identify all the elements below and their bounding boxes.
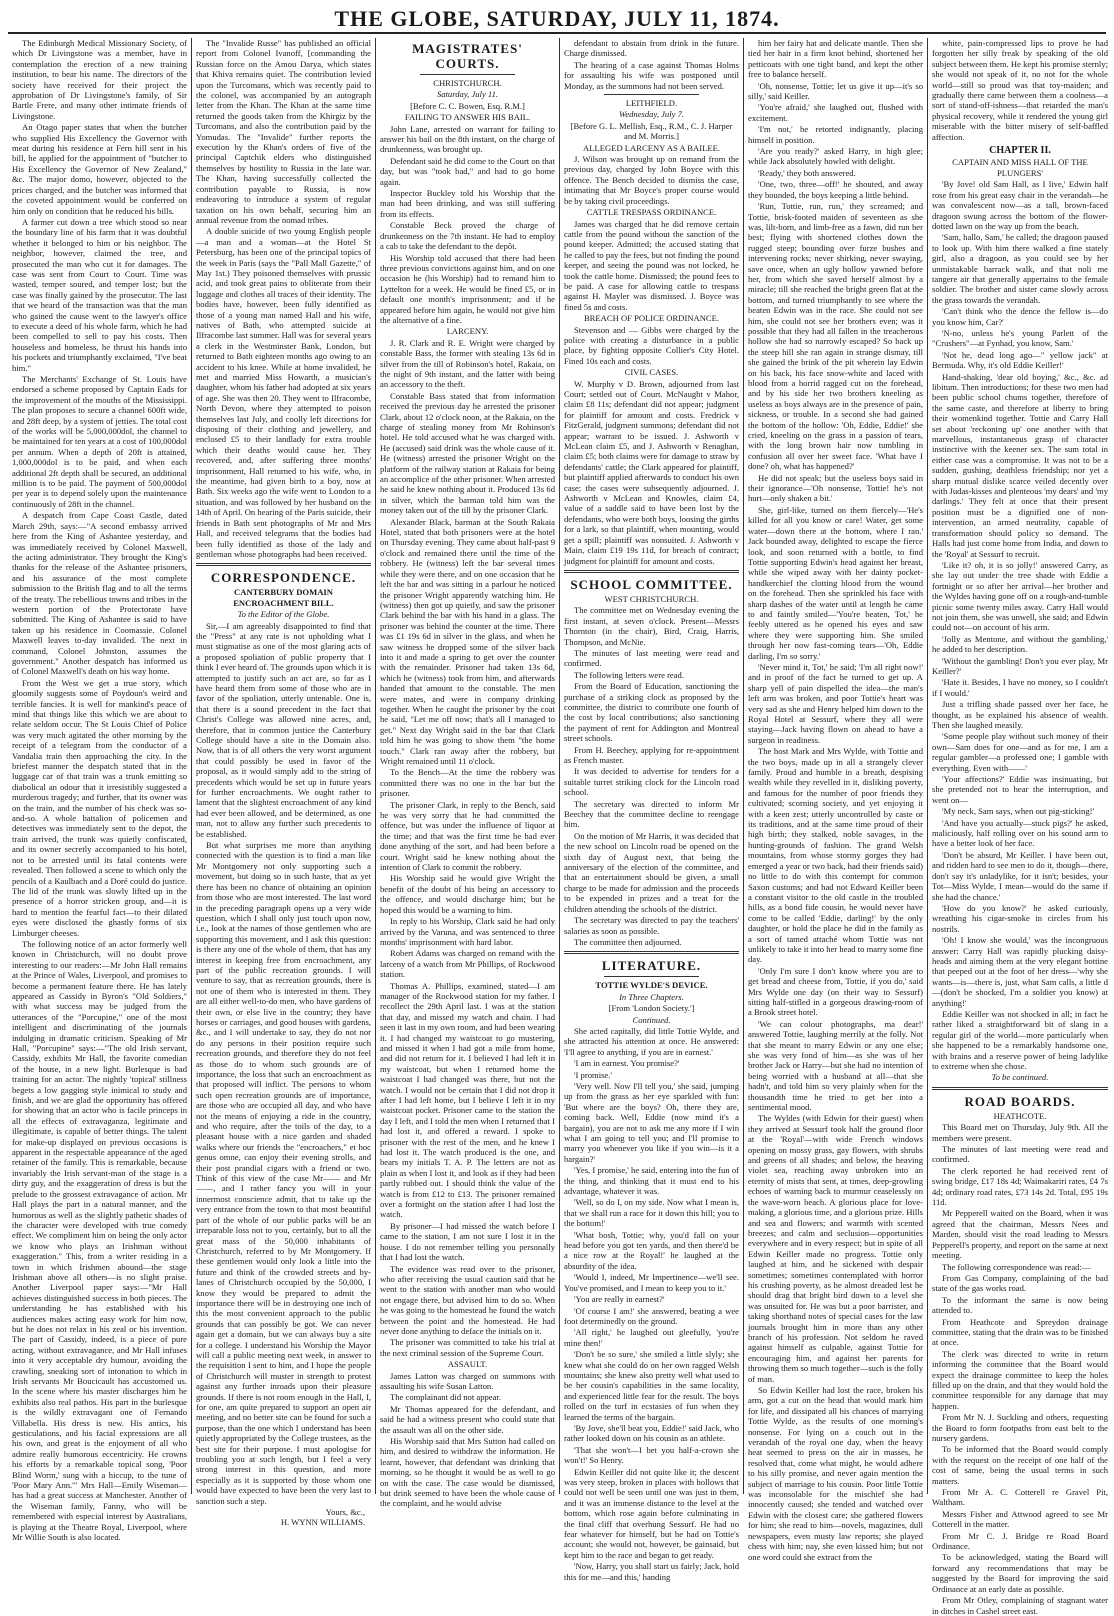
- paragraph: From the Board of Education, sanctioning the purchase of a striking clock as proposed by the committee, the district to contribute one fourth of the cost by local contributions; also sanctioning the payment of rent for Addington and Montreal street schools.: [564, 681, 739, 744]
- chapter-subtitle: CAPTAIN AND MISS HALL OF THE PLUNGERS': [952, 157, 1088, 178]
- paragraph: 'How do you know?' he asked curiously, wreathing his cigar-smoke in circles from his nostrils.: [932, 902, 1108, 934]
- paragraph: 'Don't be absurd, Mr Keiller. I have been out, and ridden hard to see men to do it, though—there, don't say it's unladylike, for it isn't; besides, your Tot—Miss Wylde, I mean—would do the same if she had the chance.': [932, 849, 1108, 902]
- paragraph: 'Your affections?' Eddie was insinuating, but she pretended not to hear the interruption, and went on—: [932, 774, 1108, 805]
- paragraph: On the motion of Mr Harris, it was decided that the new school on Lincoln road be opened on the sixth day of August next, that being the anniversary of the election of the committee, and that an entertainment should be given, a small charge to be made for admission and the proceeds to be expended in prizes and a treat for the children attending the schools of the district.: [564, 830, 739, 914]
- paragraph: The secretary was directed to inform Mr Beechey that the committee decline to reengage him.: [564, 798, 739, 830]
- paragraph: 'We can colour photographs, ma dear!' answered Tottie, laughing merrily at the folly. Not that she meant to marry Edwin or any one else; she was very fond of him—as she was of her brother Jack or Harry—but she had no intention of being worried with a husband at all—that she hadn't, and told him so very plainly when for the thousandth time he tried to get her into a sentimental mood.: [748, 1018, 923, 1113]
- school-place: WEST CHRISTCHURCH.: [604, 593, 699, 604]
- paragraph: The hearing of a case against Thomas Holms for assaulting his wife was postponed until Monday, as the summons had not been served.: [564, 59, 739, 91]
- paragraph: From Mr A. C. Cotterell re Gravel Pit, Waltham.: [932, 1487, 1108, 1508]
- paragraph: His Worship said that Mrs Sutton had called on him, and desired to withdraw the information. He learnt, however, that defendant was drinking that morning, so he thought it would be as well to go on with the case. The case would be dismissed, but drink seemed to have been the whole cause of the complaint, and he would advise: [380, 1436, 555, 1509]
- paragraph: 'My neck, Sam says, when out pig-sticking!': [942, 806, 1095, 817]
- court-date: Saturday, July 11.: [436, 89, 499, 100]
- case-title: FAILING TO ANSWER HIS BAIL.: [404, 112, 531, 123]
- paragraph: 'Don't be so sure,' she smiled a little slyly; she knew what she could do on her own ragged Welsh mountains; she knew also pretty well what used to be her cousin's capabilities in the same locality, and experienced little fear for the result. The boys rolled on the turf in ecstasies of fun when they learned the terms of the bargain.: [564, 1349, 739, 1422]
- paragraph: Eddie Keiller was not shocked in all; in fact he rather liked a straightforward bit of slang in a regular girl of the world—more particularly when she happened to be a remarkably handsome one, with brains and a reserve power of being ladylike to extreme when she chose.: [932, 1008, 1108, 1071]
- column-2: [192, 38, 376, 1528]
- paragraph: Thomas A. Phillips, examined, stated—I am manager of the Rockwood station for my father. I recollect the 29th April last. I was at the station that day, and missed my watch and chain. I had seen it last in my own room, and had been wearing it. I had changed my waistcoat to go mustering, and missed it when I had got a mile from home, and did not return for it. I believed I had left it in my waistcoat, but when I returned home the waistcoat I had changed was there, but not the watch. I would not be certain that I did not drop it after I had left home, but I believe I left it in my waistcoat pocket. Prisoner came to the station the day I left, and I told the men when I returned that I had lost it, and offered a reward. I spoke to prisoner with the rest of the men, and he knew I had lost it. The watch produced is the one, and bears my initials T. A. P. The letters are not as plain as when I lost it, and look as if they had been partly rubbed out. I should think the value of the watch is from £12 to £13. The prisoner remained over a fortnight on the station after I had lost the watch.: [380, 980, 555, 1220]
- paragraph: The secretary was directed to pay the teachers' salaries as soon as possible.: [564, 915, 739, 936]
- paragraph: The prisoner was committed to take his trial at the next criminal session of the Supreme Court.: [380, 1337, 555, 1358]
- court-date: Wednesday, July 7.: [618, 109, 685, 120]
- column-5-paragraphs: [748, 38, 923, 1562]
- paragraph: The clerk reported he had received rent of swing bridge, £17 18s 4d; Waimakariri rates, £4 7s 4d; ordinary road rates, £73 14s 2d. Total, £95 19s 11d.: [932, 1165, 1108, 1208]
- paragraph: 'That she won't—I bet you half-a-crown she won't!' So Henry.: [564, 1444, 739, 1466]
- paragraph: 'Would I, indeed, Mr Impertinence—we'll see. You've promised, and I mean to keep you to it.': [564, 1272, 739, 1293]
- paragraph: In reply to his Worship, Clark said he had only arrived by the Varuna, and was sentenced to three months' imprisonment with hard labor.: [380, 916, 555, 947]
- divider: [196, 563, 371, 566]
- paragraph: Constable Beck proved the charge of drunkenness on the 7th instant. He had to employ a cab to take the defendant to the depôt.: [380, 220, 555, 252]
- paragraph: 'Yes, I promise,' he said, entering into the fun of the thing, and thinking that it must end to his advantage, whatever it was.: [564, 1165, 739, 1197]
- paragraph: A despatch from Cape Coast Castle, dated March 29th, says:—"A second embassy arrived here from the King of Ashantee yesterday, and was immediately received by Colonel Maxwell, the acting administrator. They brought the King's thanks for the release of the Ashantee prisoners, and his assurance of the most complete submission to the British flag and to all the terms of the treaty. The rebellious towns and tribes in the western portion of the Protectorate have submitted. The King of Ashantee is said to have taken up his residence in Coomassie. Colonel Maxwell leaves to-day invalided. The next in command, Colonel Johnston, assumes the government." Another despatch has informed us of Colonel Maxwell's death on his way home.: [12, 510, 187, 677]
- story-paragraphs: [564, 1026, 739, 1582]
- paragraph: Sir,—I am agreeably disappointed to find that the "Press" at any rate is not upholding what I must stigmatise as one of the most glaring acts of a proposed spoliation of public property that I think I ever heard of. The grounds upon which it is attempted to justify such an act are, so far as I have heard them from some of those who are in favor of the spoliation, utterly untenable. One is, that there is a sound precedent in the fact that Christ's College was allowed nine acres, and, therefore, that in common justice the Canterbury College should have a site in the Domain also. Now, that is of all others the very worst argument that could possibly be used in favor of the proposal, as it would simply add to the string of precedents which would be set up in future years for further encroachments. We ought rather to lament that the slightest encroachment of any kind had ever been allowed, and be determined, as one man, not to allow any further such precedents to be established.: [196, 620, 371, 839]
- paragraph: The complainant did not appear.: [390, 1392, 501, 1403]
- paragraph: 'Can't think who the dence the fellow is—do you know him, Car?': [932, 306, 1108, 327]
- paragraph: Inspector Buckley told his Worship that the man had been drinking, and was still suffering from its effects.: [380, 188, 555, 219]
- paragraph: To be acknowledged, stating the Board will forward any recommendations that may be suggested by the Board for improving the said Ordinance at an early date as possible.: [932, 1552, 1108, 1594]
- paragraph: 'You're afraid,' she laughed out, flushed with excitement.: [748, 102, 923, 123]
- paragraph: A farmer cut down a tree which stood so near the boundary line of his farm that it was doubtful whether it belonged to him or his neighbor. The neighbor, however, claimed the tree, and prosecuted the man who cut it for damages. The case was sent from Court to Court. Time was wasted, temper soured, and temper lost; but the case was finally gained by the prosecutor. The last that we heard of the transaction was that the man who gained the cause went to the lawyer's office to execute a deed of his whole farm, which he had been compelled to sell to pay his costs. Then houseless and homeless, he thrust his hands into his pockets and triumphantly exclaimed, "I've beat him.": [12, 216, 187, 373]
- paragraph: 'Without the gambling! Don't you ever play, Mr Keiller?': [932, 655, 1108, 676]
- column-5: [744, 38, 928, 1562]
- paragraph: 'Sam, hallo, Sam,' he called; the dragoon paused to look up. With him there walked a fine stately girl, also a dragoon, as you could see by her unmistakable barrack walk, and that noli me tangere air that generally appertains to the female soldier. The brother and sister came slowly across the grass towards the verandah.: [932, 232, 1108, 305]
- paragraph: From H. Beechey, applying for re-appointment as French master.: [564, 744, 739, 765]
- paragraph: 'You are really in earnest?': [574, 1294, 665, 1305]
- paragraph: An Otago paper states that when the butcher who supplied His Excellency the Governor with meat during his residence at Fern hill sent in his bill, he applied for the appointment of "butcher to His Excellency the Governor of New Zealand," &c. The major domo, however, objected to the prices charged, and the butcher was informed that the coveted appointment would be conferred on him only on condition that he reduced his bills.: [12, 122, 187, 216]
- story-continued: Continued.: [632, 1014, 671, 1025]
- column-6-paragraphs: [932, 38, 1108, 142]
- paragraph: She acted capitally, did little Tottie Wylde, and she attracted his attention at once. He answered: 'I'll agree to anything, if you are in earnest.': [564, 1025, 739, 1057]
- paragraph: The clerk was directed to write in return informing the committee that the Board would expect the drainage committee to keep the holes filled up on the drain, and that they would hold the committee responsible for any damage that may happen.: [932, 1348, 1108, 1411]
- larceny-title: LARCENY.: [446, 326, 489, 337]
- paragraph: The committee met on Wednesday evening the first instant, at seven o'clock. Present—Messrs Thornton (in the chair), Bird, Craig, Harris, Thompson, and McNie.: [564, 605, 739, 647]
- paragraph: The following notice of an actor formerly well known in Christchurch, will no doubt prove interesting to our readers:—Mr John Hall remains at the Prince of Wales, Liverpool, and promises to become a permanent feature there. He has lately appeared as Cassidy in Byron's "Old Soldiers," with what success may be judged from the utterances of the "Porcupine," one of the most intelligent and discriminating of the journals indulging in dramatic criticism. Speaking of Mr Hall, "Porcupine" says:—"The old Irish servant, Cassidy, exhibits Mr Hall, the favorite comedian of the house, in a new light. Burlesque is bad training for an actor. The nightly 'topical' stillness begets a low gagging style inimical to study and finish, and we are glad the opportunity has offered for showing that an actor who is facile princeps in all the effects of extravaganza, legitimate and illegitimate, is capable of better things. The talent for make-up displayed on previous occasions is apparent in the respectable appearance of the aged retainer of the family. This is remarkable, because invariably the Irish servant-man of the stage is a dirty guy, and the exaggeration of dress is but the prelude to the grossest extravagance of action. Mr Hall plays the part in a natural manner, and the humorous as well as the slightly pathetic shades of the character were developed with true comedy effect. We compliment him on being the only actor we know who plays an Irishman without exaggeration." This, from a writer residing in a town in which Irishmen abound—the stage Irishman above all others—is no slight praise. Another Liverpool paper says:—"Mr Hall achieves distinguished success in both pieces. The understanding he has established with his audiences makes acting easy work for him now, but he does not relax in his zeal or his invention. The part of Cassidy, indeed, is a piece of pure acting, without extravagance, and Mr Hall infuses into it very acceptable dry humour, avoiding the crawling, sneaking sort of intonation to which in Irish servants Mr Boucicault has accustomed us. In the scene where his master discharges him he exhibits also real pathos. His part in the burlesque is the wildly extravagant one of Fernando Villabella. His dress is new. His antics, his gesticulations, and his facial expressions are all his own, and great is the enjoyment of all who admire really humorous eccentricity. He crowns his efforts by a remarkable topical song, 'Poor Blind Worm,' sung with a hiccup, to the tune of 'Poor Mary Ann.'" Mrs Hall—Emily Wiseman—has had a great success at Manchester. Another of the Wiseman family, Fanny, who will be remembered with especial interest by Australians, is playing at the Theatre Royal, Liverpool, where Mr Willie South is also located.: [12, 938, 187, 1543]
- to-be-continued: To be continued.: [991, 1072, 1049, 1083]
- paragraph: J. R. Clark and R. E. Wright were charged by constable Bass, the former with stealing 13s 6d in silver from the till of Robinson's hotel, Rakaia, on the night of 9th instant, and the latter with being an accessory to the theft.: [380, 337, 555, 390]
- column-6: [928, 38, 1112, 1616]
- paragraph: The following correspondence was read:—: [942, 1261, 1091, 1272]
- column-4: [560, 38, 744, 1582]
- column-1-paragraphs: [12, 38, 187, 1543]
- court-paragraphs: [380, 124, 555, 326]
- assault-paragraphs: [380, 1371, 555, 1509]
- divider: [564, 570, 739, 573]
- case-title: CATTLE TRESPASS ORDINANCE.: [586, 207, 717, 218]
- paragraph: The Edinburgh Medical Missionary Society, of which Dr Livingstone was a member, have in contemplation the erection of a new training institution, to bear his name. The directors of the society have received for their project the approbation of Dr Livingstone's family, of Sir Bartle Frere, and many other intimate friends of Livingstone.: [12, 38, 187, 121]
- paragraph: But what surprises me more than anything connected with the question is to find a man like Mr Montgomery not only supporting such a movement, but doing so in such haste, that as yet there has been no chance of obtaining an opinion from those who are most interested. The last word in the preceding paragraph opens up a very wide question, which I shall only just touch upon now, i.e., look at the names of those gentlemen who are supporting this movement, and I ask this question: is there any one of the whole of them, that has any interest in keeping free from encroachment, any part of the public recreation grounds. I will venture to say, that as recreation grounds, there is not one of them who is interested in them. They are all either well-to-do men, who have gardens of their own, or else live in the country; they have horses or carriages, and good houses with gardens, &c., and I will undertake to say, they do not nor do any persons in their position require such recreation grounds, and therefore they do not feel as those do to whom such grounds are of importance, the loss that such an encroachment as that proposed will inflict. The persons to whom such open recreation grounds are of importance, are those who are occupied all day, and who have not the means of enjoying a ride in the country, and who require, after the toils of the day, to a pleasant house with a nice garden and shaded walks where our friends the "encroachers," et hoc genus omne, can enjoy their evening strolls, and their post prandial cigars with a friend or two. Think of this view of the case Mr—— and Mr——, and I rather fancy you will in your innermost conscience admit, that to take up the very entrance from the town to that most beautiful part of the whole of our public parks will be an irreparable loss not to you, certainly, but to all the great mass of the 50,000 inhabitants of Christchurch, referred to by Mr Montgomery. If these gentlemen would only look a little into the future and think of the crowded streets and by-lanes of Christchurch occupied by the 50,000, I know they would be prepared to admit the importance there will be in destroying one inch of this the most convenient approach to the public grounds that can possibly be got. We can never again get a domain, but we can always buy a site for a college. I understand his Worship the Mayor will call a public meeting next week, in answer to the requisition I sent to him, and I hope the people of Christchurch will muster in strength to protest against any further inroads upon their pleasure grounds. If there is not room enough in the Hall, I, for one, am quite prepared to support an open air meeting, and no better site can be found for such a purpose, than the one which I understand has been quietly appropriated by the College trustees, as the best site for their purpose. I must apologise for troubling you at such length, but I feel a very strong interest in this question, and more especially as it is supported by those whom one would have expected to have been the very last to sanction such a step.: [196, 840, 371, 1506]
- courts-heading: MAGISTRATES' COURTS.: [412, 41, 523, 71]
- paragraph: John Lane, arrested on warrant for failing to answer his bail on the 8th instant, on the charge of drunkenness, was brought up.: [380, 123, 555, 155]
- paragraph: him her fairy hat and delicate mantle. Then she tied her hair in a firm knot behind, shortened her petticoats with one tight band, and kept the other free to balance herself.: [748, 38, 923, 80]
- paragraph: To the Bench—At the time the robbery was committed there was no one in the bar but the prisoner.: [380, 767, 555, 799]
- court-bench: [Before C. C. Bowen, Esq. R.M.]: [410, 100, 525, 111]
- paragraph: 'Run, Tottie, run, run,' they screamed; and Tottie, brisk-footed maiden of seventeen as she was, lilt-born, and limb-free as a fawn, did run her best; flying with shortened clothes down the rugged steep; bounding over furze bushes and intervening rocks; never shirking, never swaying, save once, when an ugly hollow yawned before her, from which she saved herself almost by a miracle; till she reached the bright green flat at the bottom, and turned triumphantly to see where the beaten Edwin was in the race. She could not see him, she could not see her brothers even; was it possible that they had all fallen in the treacherous hollow she had so narrowly escaped? So back up the steep hill she ran again in strange dismay, till she gained the brink of the pit wherein lay Edwin on his back, his face snow-white and laced with blood from a horrid ragged cut on the forehead, and by his side her two brothers kneeling as useless as boys always are in the presence of pain, sickness, or trouble. In a second she had gained the bottom of the hollow: 'Oh, Eddie, Eddie!' she cried, kneeling on the grass in a passion of tears, with the long brown hair now tumbling in confusion all over her sweet face. 'What have I done? oh, what has happened?': [748, 201, 923, 472]
- letter-closing: Yours, &c.,: [325, 1507, 365, 1518]
- road-boards-heading: ROAD BOARDS.: [964, 1093, 1076, 1109]
- paragraph: The committee then adjourned.: [574, 936, 682, 947]
- paragraph: The minutes of last meeting were read and confirmed.: [932, 1144, 1108, 1165]
- paragraph: The evidence was read over to the prisoner, who after receiving the usual caution said that he went to the station with another man who would not engage there, but advised him to do so. When he was going to the homestead he found the watch between the point and the homestead. He had never done anything to deface the initials on it.: [380, 1263, 555, 1336]
- paragraph: From Mr C. J. Bridge re Road Board Ordinance.: [932, 1530, 1108, 1552]
- paragraph: 'And have you actually—stuck pigs?' he asked, maliciously, half rolling over on his sound arm to have a better look of her face.: [932, 817, 1108, 849]
- column-1: [8, 38, 192, 1543]
- case-title: ALLEGED LARCENY AS A BAILEE.: [583, 142, 720, 153]
- school-committee-heading: SCHOOL COMMITTEE.: [570, 576, 733, 592]
- paragraph: She, girl-like, turned on them fiercely—'He's killed for all you know or care! Water, get some water—down there at the bottom, where I ran.' Jack bounded away, delighted to escape the fierce look, and soon returned with a bottle, to find Tottie supporting Edwin's head against her breast, while she wiped away with her dainty pocket-handkerchief the clotting blood from the wound on the forehead. Then she sprinkled his face with sharp dashes of the water until at length he came to and faintly smiled—'You're beaten, Tot,' he feebly uttered as he opened his eyes and saw where they were supporting him. She smiled through her now fast-coming tears—'Oh, Eddie darling, I'm so sorry.': [748, 504, 923, 661]
- court-place: CHRISTCHURCH.: [433, 78, 502, 88]
- paragraph: He did not speak; but the useless boys said in their ignorance—'Oh nonsense, Tottie! he's not hurt—only shaken a bit.': [748, 472, 923, 504]
- paragraph: From Mr N. J. Suckling and others, requesting the Board to form footpaths from east belt to the nursery gardens.: [932, 1412, 1108, 1443]
- school-paragraphs: [564, 605, 739, 947]
- paragraph: 'N-no, unless he's young Parlett of the "Crushers"—at Fynhad, you know, Sam.': [932, 327, 1108, 349]
- paragraph: 'What bosh, Tottie; why, you'd fall on your head before you got ten yards, and then there'd be a nice row at the Royal!' he laughed at the absurdity of the idea.: [564, 1229, 739, 1271]
- paragraph: From Gas Company, complaining of the bad state of the gas works road.: [932, 1272, 1108, 1294]
- case-title: BREACH OF POLICE ORDINANCE.: [583, 313, 720, 324]
- column-2-paragraphs: [196, 38, 371, 559]
- paragraph: The "Invalide Russe" has published an official report from Colonel Ivanoff, [commanding the Russian force on the Amou Darya, which states that Khiva remains quiet. The contribution levied upon the Turcomans, which was recently paid to the colonel, was accompanied by an autograph letter from the Khan. The Khan at the same time returned the goods taken from the Khirgiz by the Turcomans, and also the contribution paid by the Yomudas. The "Invalide" further reports the execution by the Khan's orders of five of the principal Captchik elders who distinguished themselves by hostility to Russia in the late war. The Khan, having successfully collected the contribution payable to Russia, is now endeavoring to introduce a system of regular taxation on his own behalf, securing him an annual revenue from the nomad tribes.: [196, 38, 371, 225]
- masthead: THE GLOBE, SATURDAY, JULY 11, 1874.: [8, 6, 1106, 34]
- paragraph: His Worship told accused that there had been three previous convictions against him, and on one occasion he (his Worship) had to remand him to Lyttelton for a week. He would be fined £5, or in default one month's imprisonment; and if he appeared before him again, he would not give him the alternative of a fine.: [380, 252, 555, 325]
- paragraph: From Heathcote and Spreydon drainage committee, stating that the drain was to be finished at once.: [932, 1316, 1108, 1348]
- paragraph: 'By Jove! old Sam Hall, as I live,' Edwin half rose from his great easy chair in the verandah—he was convalescent now—as a tall, brown-faced dragoon swung across the bottom of the flower-dotted lawn on the way up from the beach.: [932, 179, 1108, 231]
- paragraph: white, pain-compressed lips to prove he had forgotten her silly freak by speaking of the old subject between them. He kept his promise sternly; she would not speak of it, no not for the whole world—still so proud was that toy-maiden; and gradually there came between them a coolness—a sort of stand-off-ishness—that retarded the man's physical recovery, while it rendered the young girl miserable with the bitter misery of self-baffled affection.: [932, 38, 1108, 142]
- paragraph: A double suicide of two young English people—a man and a woman—at the Hotel St Petersburg, has been one of the principal topics of the week in Paris (says the "Pall Mall Gazette," of May 1st.) They poisoned themselves with prussic acid, and took great pains to obliterate from their luggage and clothes all traces of their identity. The bodies have, however, been fully identified as those of a young man named Hall and his wife, natives of Bath, who attempted suicide at Ilfracombe last summer. Hall was for several years a clerk in the Westminster Bank, London, but returned to Bath eighteen months ago owing to an accident to his knee. While at home invalided, he met and married Miss Howarth, a musician's daughter, whom his father had adopted at six years of age. She was then 20. They went to Ilfracombe, North Devon, where they attempted to poison themselves last July, and coolly left directions for disposing of their clothing and jewellery, and enclosed £5 to their landlady for extra trouble which their deaths would cause her. They recovered, and, after suffering three months' imprisonment, Hall returned to his wife, who, in the meantime, had given birth to a boy, now at Bath. Six weeks ago the wife went to London to a situation, and was followed by her husband on the 14th of April. On hearing of the Paris suicide, their friends in Bath sent photographs of Mr and Mrs Hall, and received telegrams that the bodies had been fully identified as those of the lady and gentleman whose photographs had been received.: [196, 226, 371, 559]
- divider: [564, 951, 739, 954]
- paragraph: 'Now, Harry, you shall start us fairly; Jack, hold this for me—and this,' handing: [564, 1561, 739, 1582]
- paragraph: The prisoner Clark, in reply to the Bench, said he was very sorry that he had committed the offence, but was under the influence of liquor at the time; and that was the first time he had ever done anything of the sort, and had been before a court. Wright said he knew nothing about the intention of Clark to commit the robbery.: [380, 799, 555, 873]
- paragraph: The Merchants' Exchange of St. Louis have endorsed a scheme proposed by Captain Eads for the improvement of the mouths of the Mississippi. The plan proposes to secure a channel 600ft wide, and 28ft deep, by a system of jetties. The total cost of the works will be 5,000,000dol, the channel to be maintained for ten years at a cost of 100,000dol per annum. When a depth of 20ft is attained, 1,000,000dol is to be paid, and when each additional 2ft depth shall be secured, an additional million is to be paid. The payment of 500,000dol per year is to depend solely upon the maintenance continuously of 28ft in the channel.: [12, 374, 187, 509]
- letter-addressee: To the Editor of the Globe.: [237, 609, 330, 620]
- paragraph: This Board met on Thursday, July 9th. All the members were present.: [932, 1122, 1108, 1143]
- paragraph: Constable Bass stated that from information received the previous day he arrested the prisoner Clark, about 12 o'clock noon, at the Rakaia, on the charge of stealing money from Mr Robinson's hotel. He told accused what he was charged with. He (accused) said drink was the whole cause of it. He (witness) arrested the prisoner Wright on the platform of the railway station at Rakaia for being an accomplice of the other prisoner. When arrested he said he knew nothing about it. Produced 13s 6d in silver, which the barman told him was the money taken out of the till by the prisoner Clark.: [380, 390, 555, 516]
- paragraph: 'Oh! I know she would,' was the incongruous answer: Carry Hall was rapidly plucking daisy-heads and aiming them at the very elegant bottine that peeped out at the foot of her dress—'why she wants—is—there is, just, what Sam calls, a little d—(don't be shocked, I'm a soldier you know) at anything!': [932, 935, 1108, 1008]
- larceny-paragraphs: [380, 338, 555, 1358]
- paragraph: To the informant the same is now being attended to.: [932, 1294, 1108, 1316]
- paragraph: 'Not he, dead long ago—" yellow jack" at Bermuda. Why, it's old Eddie Keiller!': [932, 349, 1108, 371]
- paragraph: 'Of course I am!' she answered, beating a wee foot determinedly on the ground.: [564, 1305, 739, 1326]
- paragraph: 'Very well. Now I'll tell you,' she said, jumping up from the grass as her eye sparkled with fun: 'But where are the boys? Oh, there they are, coming back. Well, Eddie (now mind it's a bargain), you are not to ask me any more if I win what I am going to tell you; and I'll promise to marry you whenever you like if you win—is it a bargain?': [564, 1080, 739, 1164]
- paragraph: 'One, two, three—off!' he shouted, and away they bounded, the boys keeping a little behind.: [748, 179, 923, 200]
- paragraph: 'Some people play without such money of their own—Sam does for one—and as for me, I am a regular gambler—a professed one; I gamble with everything. Even with——': [932, 731, 1108, 773]
- paragraph: 'Oh, nonsense, Tottie; let us give it up—it's so silly,' said Keiller.: [748, 80, 923, 102]
- paragraph: 'Hate it. Besides, I have no money, so I couldn't if I would.': [932, 677, 1108, 698]
- paragraph: Hand-shaking, 'dear old boying,' &c., &c. ad libitum. Then introductions; for these two men had been public school chums together, therefore of the same caste, and therefore at liberty to bring their womenkind together. Tottie and Carry Hall set about 'reckoning up' one another with that marvellous, instantaneous grasp of character instinctive with the keener sex. The sum total in either case was a compromise. It was not to be a sudden, gushing, deathless friendship; nor yet a sharp mutual dislike scarce veiled decently over with Judas-kisses and plenteous 'my dears' and 'my darlings.' They felt at once that their present position must be a dignified one of non-intervention, an armed neutrality, capable of transformation should policy so demand. The Halls had just come home from India, and down to the 'Royal' at Sessurf to recruit.: [932, 371, 1108, 559]
- letter-paragraphs: [196, 621, 371, 1507]
- paragraph: Robert Adams was charged on remand with the larceny of a watch from Mr Phillips, of Rockwood station.: [380, 948, 555, 980]
- paragraph: 'I am in earnest. You promise?': [574, 1058, 680, 1069]
- case-text: Stevenson and — Gibbs were charged by the police with creating a disturbance in a public place, by fighting opposite Collier's City Hotel. Fined 10s each and costs.: [564, 324, 739, 366]
- case-title: CIVIL CASES.: [624, 367, 679, 378]
- chapter-paragraphs: [932, 179, 1108, 1071]
- road-place: HEATHCOTE.: [993, 1110, 1047, 1121]
- paragraph: 'Ready,' they both answered.: [758, 167, 856, 178]
- column-4-top-paragraphs: [564, 38, 739, 91]
- paragraph: Mr Pepperell waited on the Board, when it was agreed that the chairman, Messrs Nees and Marden, should visit the road leading to Messrs Pepperell's property, and report on the same at next meeting.: [932, 1208, 1108, 1261]
- paragraph: From Mr Otley, complaining of stagnant water in ditches in Cashel street east.: [932, 1595, 1108, 1616]
- paragraph: defendant to abstain from drink in the future. Charge dismissed.: [564, 38, 739, 59]
- paragraph: 'Are you ready?' asked Harry, in high glee; while Jack absolutely howled with delight.: [748, 146, 923, 167]
- paragraph: Defendant said he did come to the Court on that day, but was "took bad," and had to go home again.: [380, 155, 555, 187]
- court-bench: [Before G. L. Mellish, Esq., R.M., C. J. Harper and M. Morris.]: [570, 120, 733, 142]
- paragraph: From the West we get a true story, which gloomily suggests some of Poydoun's weird and terrible fancies. It is well for mankind's peace of mind that things like this which we are about to relate seldom occur. The St Louis Chief of Police was very much agitated the other morning by the receipt of a telegram from the conductor of a Vandalia train then approaching the city. In the briefest manner the despatch stated that in the luggage car of that train was a trunk emitting so diabolical an odour that it irresistibly suggested a murderous tragedy; and further, that its owner was on the train, and the number of his check was so-and-so. A whole battalion of policemen and detectives was immediately sent to the depot, the train arrived, the trunk was quietly confiscated, and its owner secretly accompanied to his hotel, not to be arrested until its fatal contents were revealed. Then followed a scene to which only the pencils of a Kaulbach and a Doré could do justice. The lid of the trunk was slowly lifted up in the presence of a horror stricken group, and—it is hard to mention the fearful fact—to their dilated eyes were disclosed the ghastly forms of six Limburger cheeses.: [12, 677, 187, 938]
- paragraph: Messrs Fisher and Attwood agreed to see Mr Cotterell in the matter.: [932, 1508, 1108, 1530]
- paragraph: It was decided to advertise for tenders for a suitable turret striking clock for the Lincoln road school.: [564, 766, 739, 798]
- paragraph: The minutes of last meeting were read and confirmed.: [564, 647, 739, 669]
- assault-title: ASSAULT.: [447, 1359, 488, 1370]
- paragraph: 'Like it? oh, it is so jolly!' answered Carry, as she lay out under the tree shade with Eddie a fortnight or so after her arrival—her brother and the Wyldes having gone off on a rough-and-tumble picnic some twenty miles away. Carry Hall would not join them, she was unwell, she said; and Edwin could not—on account of his arm.: [932, 559, 1108, 633]
- paragraph: By prisoner—I had missed the watch before I came to the station, I am not sure I lost it in the house. I do not remember telling you personally that I had lost the watch.: [380, 1220, 555, 1263]
- chapter-title: CHAPTER II.: [989, 145, 1051, 157]
- court-place: LEITHFIELD.: [625, 98, 678, 109]
- paragraph: James Latton was charged on summons with assaulting his wife Susan Latton.: [380, 1370, 555, 1391]
- paragraph: The following letters were read.: [574, 669, 685, 680]
- paragraph: 'I promise.': [574, 1069, 612, 1080]
- paragraph: To be informed that the Board would comply with the request on the receipt of one half of the cost of same, being the usual terms in such matters.: [932, 1444, 1108, 1486]
- divider: [604, 976, 699, 977]
- column-3: [376, 38, 560, 1509]
- letter-signature: H. WYNN WILLIAMS.: [280, 1517, 365, 1528]
- case-text: W. Murphy v D. Brown, adjourned from last Court; settled out of Court. McNaught v Mahor, claim £8 11s; defendant did not appear; judgment for plaintiff for amount and costs. Fredrick v FitzGerald, judgment summons; defendant did not appear; warrant to be issued. J. Ashworth v McLean claim £5, and J. Ashworth v Renaghan, claim £5; both claims were for damage to straw by defendants' cattle; the Clark appeared for plaintiff, but plaintiff applied afterwards to conduct his own case; the cases were subsequently adjourned. J. Ashworth v McLean and Knowles, claim £4, value of a saddle said to have been lost by the defendants, who were both boys, loosing the girths for a lark, so that plaintiff, when mounting, would get a spill; plaintiff was nonsuited. J. Ashworth v Main, claim £19 19s 11d, for breach of contract; judgment for plaintiff for amount and costs.: [564, 378, 739, 566]
- paragraph: 'By Jove, she'll beat you, Eddie!' said Jack, who rather looked down on his cousin as an athlete.: [564, 1422, 739, 1444]
- correspondence-heading: CORRESPONDENCE.: [210, 570, 357, 586]
- paragraph: 'Well, so do I, on my side. Now what I mean is, that we shall run a race for it down this hill; you to the bottom!': [564, 1197, 739, 1229]
- paragraph: Mr Thomas appeared for the defendant, and said he had a witness present who could state that the assault was all on the other side.: [380, 1403, 555, 1435]
- divider: [604, 94, 699, 95]
- divider: [420, 74, 515, 75]
- story-subtitle: In Three Chapters.: [619, 991, 684, 1002]
- paragraph: His Worship said he would give Wright the benefit of the doubt of his being an accessory to the offence, and would discharge him; but he hoped this would be a warning to him.: [380, 873, 555, 915]
- paragraph: 'All right,' he laughed out gleefully, 'you're mine then!': [564, 1327, 739, 1348]
- paragraph: Edwin Keiller did not quite like it; the descent was very steep, broken in places with hollows that could not well be seen until one was just in them, and it was an immense distance to the level at the bottom, which rose again before culminating in the final cliff that overhung Sessurf. He had no fear whatever for himself, but he had on Tottie's account; she would not, however, be gainsaid, but kept him to the race and began to get ready.: [564, 1466, 739, 1560]
- letter-title: CANTERBURY DOMAIN ENCROACHMENT BILL.: [233, 587, 334, 608]
- literature-heading: LITERATURE.: [601, 958, 702, 974]
- road-paragraphs: [932, 1122, 1108, 1616]
- case-text: James was charged that he did remove certain cattle from the pound without the sanction of the pound keeper. Admitted; the accused stating that he called to pay the fees, but not finding the pound keeper, and seeing the pound was not locked, he took the cattle home. Dismissed; the pound fees to be paid. A case for allowing cattle to trespass against H. Mayler was dismissed. J. Boyce was fined 5s and costs.: [564, 218, 739, 312]
- paragraph: 'Only I'm sure I don't know where you are to get bread and cheese from, Tottie, if you do,' said Mrs Wylde one day (on their way to Sessurf) sitting half-stifled in a gorgeous drawing-room of a Brook street hotel.: [748, 965, 923, 1018]
- case-text: J. Wilson was brought up on remand from the previous day, charged by John Boyce with this offence. The Bench decided to dismiss the case, intimating that Mr Boyce's proper course would be by taking civil proceedings.: [564, 154, 739, 206]
- paragraph: Alexander Black, barman at the South Rakaia Hotel, stated that both prisoners were at the hotel on Thursday evening. They came about half-past 9 o'clock and remained there until the time of the robbery. He (witness) left the bar several times while they were there, and on one occasion that he left the bar and was sitting in a parlour he noticed the prisoner Wright apparently watching him. He (witness) then got up quietly, and saw the prisoner Clark behind the bar with his hand in a glass. The prisoner was behind the counter at the time. There was £1 19s 6d in silver in the glass, and when he saw witness he dropped some of the silver back into it and made a spring to get over the counter with the remainder. Prisoner had taken 13s 6d, which he (witness) took from him, and afterwards handed that amount to the constable. The men were mates, and were in company drinking together. When he caught the prisoner by the coat he said, "Let me off now; that's all I managed to get." Next day Wright said in the bar that Clark told him he was going to show them "the home touch." Clark ran away after the robbery, but Wright remained until 11 o'clock.: [380, 516, 555, 766]
- paragraph: 'Never mind it, Tot,' he said; 'I'm all right now!' and in proof of the fact he turned to get up. A sharp yell of pain dispelled the idea—the man's left arm was broken, and poor Tottie's heart was very sad as she and Henry helped him down to the Royal Hotel at Sessurf, where they all were staying—Jack having flown on ahead to have a surgeon in readiness.: [748, 661, 923, 745]
- paragraph: The host Mark and Mrs Wylde, with Tottie and the two boys, made up in all a strangely clever family. Proud and humble in a breath, despising wealth while they revelled in it, disliking poverty, and famous for the number of poor friends they cultivated; scorning society, and yet enjoying it with a keen zest; utterly uncontrolled by caste or its traditions, and at the same time proud of their high birth; they stalked, noble savages, in the hunting-grounds of fashion. The grand Welsh mountains, from whose stormy gorges they had emerged a year or two back, had their friends said) no little to do with this contempt for common Saxon customs; and had not Edward Keiller been a constant visitor to the old castle in the troubled hills, as a bond fide cousin, he would never have come to be called 'Eddie, darling!' by the only daughter, or hold the place he did in the family as a sort of tamed attaché whom Tottie was not unlikely to take it into her head to marry some fine day.: [748, 746, 923, 965]
- paragraph: Just a trifling shade passed over her face, he thought, as he explained his absence of wealth. Then she laughed measily.: [932, 699, 1108, 730]
- story-source: [From 'London Society.']: [608, 1003, 695, 1014]
- columns: [8, 38, 1108, 1616]
- story-title: TOTTIE WYLDE'S DEVICE.: [595, 980, 708, 991]
- paragraph: The Wyldes (with Edwin for their guest) when they arrived at Sessurf took half the ground floor at the 'Royal'—with wide French windows opening on mossy grass, gay flowers, with shrubs and greens of all shades; and below, the heaving violet sea, reaching away unbroken into an eternity of mists that sent, at times, deep-growling echoes of warning back to murmur ceaselessly on the wave-worn beach. A glorious place for love-making, a glorious time, and a glorious prize. Hills and sea and flowers; and warmth with scented breezes; and calm and seclusion—opportunities everywhere and in every respect; but in spite of all Edwin Keiller made no progress. Tottie only laughed at him, and he sickened with despair sometimes; sometimes contemplated with horror his crushing poverty, as he almost dreaded lest he should drag that bright bird down to a level she was unsuited for. He was but a poor barrister, and taking shorthand notes of special cases for the law journals brought him in more than any other branch of his profession. Not seldom he raved against himself as culpable, against Tottie for encouraging him, and against her parents for throwing them so much together—such is the folly of man.: [748, 1113, 923, 1384]
- paragraph: So Edwin Keiller had lost the race, broken his arm, got a cut on the head that would mark him for life, and dissipated all his chances of marrying Tottie Wylde, as the results of one morning's nonsense. For lying on a couch out in the verandah of the royal one day, when the heavy heat seemed to press on the air in masses, he resolved that, come what might, he would adhere to his silly promise, and never again mention the subject of marriage to his cousin. Poor little Tottie was inconsolable for the mischief she had innocently caused; she tended and watched over Edwin with the closest care; she gathered flowers for him; she read to him—novels, magazines, dull newspapers, even musty law reports; she played chess with him; nay, she even kissed him; but not one word could she extract from the: [748, 1385, 923, 1562]
- divider: [932, 1087, 1108, 1090]
- paragraph: 'Jolly as Mentone, and without the gambling,' he added to her description.: [932, 633, 1108, 655]
- paragraph: 'I'm not,' he retorted indignantly, placing himself in position.: [748, 124, 923, 145]
